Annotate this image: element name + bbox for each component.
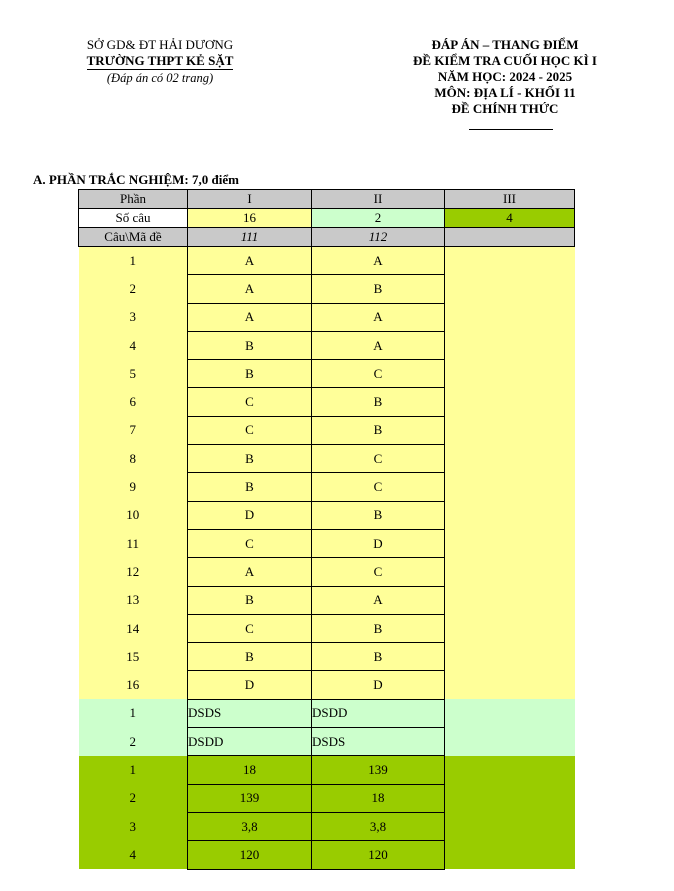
answer-111: 18 <box>188 756 312 784</box>
question-number: 1 <box>79 247 188 275</box>
answer-111: A <box>188 247 312 275</box>
answer-112: DSDS <box>312 728 445 756</box>
question-number: 4 <box>79 841 188 869</box>
table-row <box>79 303 575 331</box>
answer-111: B <box>188 360 312 388</box>
answer-111: B <box>188 586 312 614</box>
part-2-count: 2 <box>312 209 445 228</box>
question-number: 5 <box>79 360 188 388</box>
part-1-count: 16 <box>188 209 312 228</box>
blank-cell <box>445 558 575 586</box>
part-3-header: III <box>445 190 575 209</box>
answer-111: A <box>188 303 312 331</box>
blank-cell <box>445 501 575 529</box>
answer-111: C <box>188 614 312 642</box>
blank-cell <box>445 416 575 444</box>
blank-cell <box>445 756 575 784</box>
blank-cell <box>445 614 575 642</box>
school-name: TRƯỜNG THPT KẺ SẶT <box>86 53 234 68</box>
table-row <box>79 529 575 557</box>
answer-111: A <box>188 558 312 586</box>
exam-code-label: Câu\Mã đề <box>79 228 188 247</box>
header-rule <box>469 129 553 130</box>
blank-cell <box>445 445 575 473</box>
doc-title: ĐÁP ÁN – THANG ĐIỂM <box>431 37 579 52</box>
table-row <box>79 360 575 388</box>
subject: MÔN: ĐỊA LÍ - KHỐI 11 <box>434 85 576 100</box>
header-right <box>350 37 660 117</box>
question-count-row <box>79 209 575 228</box>
question-number: 2 <box>79 275 188 303</box>
answer-112: B <box>312 643 445 671</box>
answer-112: B <box>312 275 445 303</box>
part-label-header: Phần <box>79 190 188 209</box>
blank-cell <box>445 586 575 614</box>
answer-112: C <box>312 445 445 473</box>
question-number: 13 <box>79 586 188 614</box>
table-row <box>79 699 575 727</box>
blank-cell <box>445 331 575 359</box>
answer-112: C <box>312 360 445 388</box>
blank-cell <box>445 671 575 699</box>
table-row <box>79 671 575 699</box>
official-label: ĐỀ CHÍNH THỨC <box>451 101 559 116</box>
answer-112: B <box>312 416 445 444</box>
section-title: A. PHẦN TRẮC NGHIỆM: 7,0 điểm <box>33 172 239 187</box>
answer-112: B <box>312 501 445 529</box>
blank-cell <box>445 643 575 671</box>
question-number: 14 <box>79 614 188 642</box>
table-row <box>79 643 575 671</box>
part-2-header: II <box>312 190 445 209</box>
blank-cell <box>445 529 575 557</box>
answer-112: 18 <box>312 784 445 812</box>
blank-cell <box>445 784 575 812</box>
table-row <box>79 756 575 784</box>
answer-111: C <box>188 416 312 444</box>
question-number: 1 <box>79 756 188 784</box>
answer-112: C <box>312 473 445 501</box>
blank-cell <box>445 699 575 727</box>
answer-111: DSDS <box>188 699 312 727</box>
exam-title: ĐỀ KIỂM TRA CUỐI HỌC KÌ I <box>413 53 597 68</box>
blank-cell <box>445 275 575 303</box>
answer-111: DSDD <box>188 728 312 756</box>
table-row <box>79 586 575 614</box>
school-year: NĂM HỌC: 2024 - 2025 <box>437 69 573 84</box>
table-row <box>79 558 575 586</box>
question-number: 10 <box>79 501 188 529</box>
table-row <box>79 784 575 812</box>
table-row <box>79 473 575 501</box>
blank-cell <box>445 841 575 869</box>
answer-112: DSDD <box>312 699 445 727</box>
table-row <box>79 445 575 473</box>
question-number: 12 <box>79 558 188 586</box>
question-number: 7 <box>79 416 188 444</box>
answer-111: 139 <box>188 784 312 812</box>
answer-112: B <box>312 614 445 642</box>
header-left <box>40 37 280 86</box>
answer-112: C <box>312 558 445 586</box>
answer-111: B <box>188 643 312 671</box>
exam-code-111: 111 <box>188 228 312 247</box>
table-row <box>79 416 575 444</box>
question-number: 2 <box>79 728 188 756</box>
question-number: 4 <box>79 331 188 359</box>
blank-cell <box>445 812 575 840</box>
answer-111: C <box>188 529 312 557</box>
part-1-header: I <box>188 190 312 209</box>
answer-112: D <box>312 529 445 557</box>
table-header-row <box>79 190 575 209</box>
answer-111: B <box>188 331 312 359</box>
answer-112: 120 <box>312 841 445 869</box>
answer-111: B <box>188 445 312 473</box>
question-number: 15 <box>79 643 188 671</box>
question-count-label: Số câu <box>79 209 188 228</box>
answer-112: 139 <box>312 756 445 784</box>
answer-112: B <box>312 388 445 416</box>
blank-cell <box>445 360 575 388</box>
exam-code-row <box>79 228 575 247</box>
table-row <box>79 388 575 416</box>
part-3-count: 4 <box>445 209 575 228</box>
answer-112: A <box>312 247 445 275</box>
exam-code-blank <box>445 228 575 247</box>
table-row <box>79 275 575 303</box>
answer-112: D <box>312 671 445 699</box>
answer-112: A <box>312 586 445 614</box>
answer-table <box>78 189 575 870</box>
answer-111: 120 <box>188 841 312 869</box>
answer-111: D <box>188 671 312 699</box>
question-number: 11 <box>79 529 188 557</box>
table-row <box>79 614 575 642</box>
page-count-note: (Đáp án có 02 trang) <box>106 71 214 85</box>
blank-cell <box>445 728 575 756</box>
department-name: SỞ GD& ĐT HẢI DƯƠNG <box>86 37 234 52</box>
question-number: 9 <box>79 473 188 501</box>
question-number: 16 <box>79 671 188 699</box>
table-row <box>79 501 575 529</box>
question-number: 3 <box>79 812 188 840</box>
blank-cell <box>445 473 575 501</box>
question-number: 6 <box>79 388 188 416</box>
answer-111: C <box>188 388 312 416</box>
blank-cell <box>445 247 575 275</box>
answer-112: A <box>312 331 445 359</box>
blank-cell <box>445 388 575 416</box>
answer-111: A <box>188 275 312 303</box>
question-number: 3 <box>79 303 188 331</box>
answer-111: D <box>188 501 312 529</box>
question-number: 8 <box>79 445 188 473</box>
question-number: 1 <box>79 699 188 727</box>
table-row <box>79 331 575 359</box>
question-number: 2 <box>79 784 188 812</box>
blank-cell <box>445 303 575 331</box>
table-row <box>79 841 575 869</box>
answer-111: B <box>188 473 312 501</box>
table-row <box>79 247 575 275</box>
answer-112: A <box>312 303 445 331</box>
table-row <box>79 812 575 840</box>
answer-112: 3,8 <box>312 812 445 840</box>
answer-111: 3,8 <box>188 812 312 840</box>
exam-code-112: 112 <box>312 228 445 247</box>
table-row <box>79 728 575 756</box>
